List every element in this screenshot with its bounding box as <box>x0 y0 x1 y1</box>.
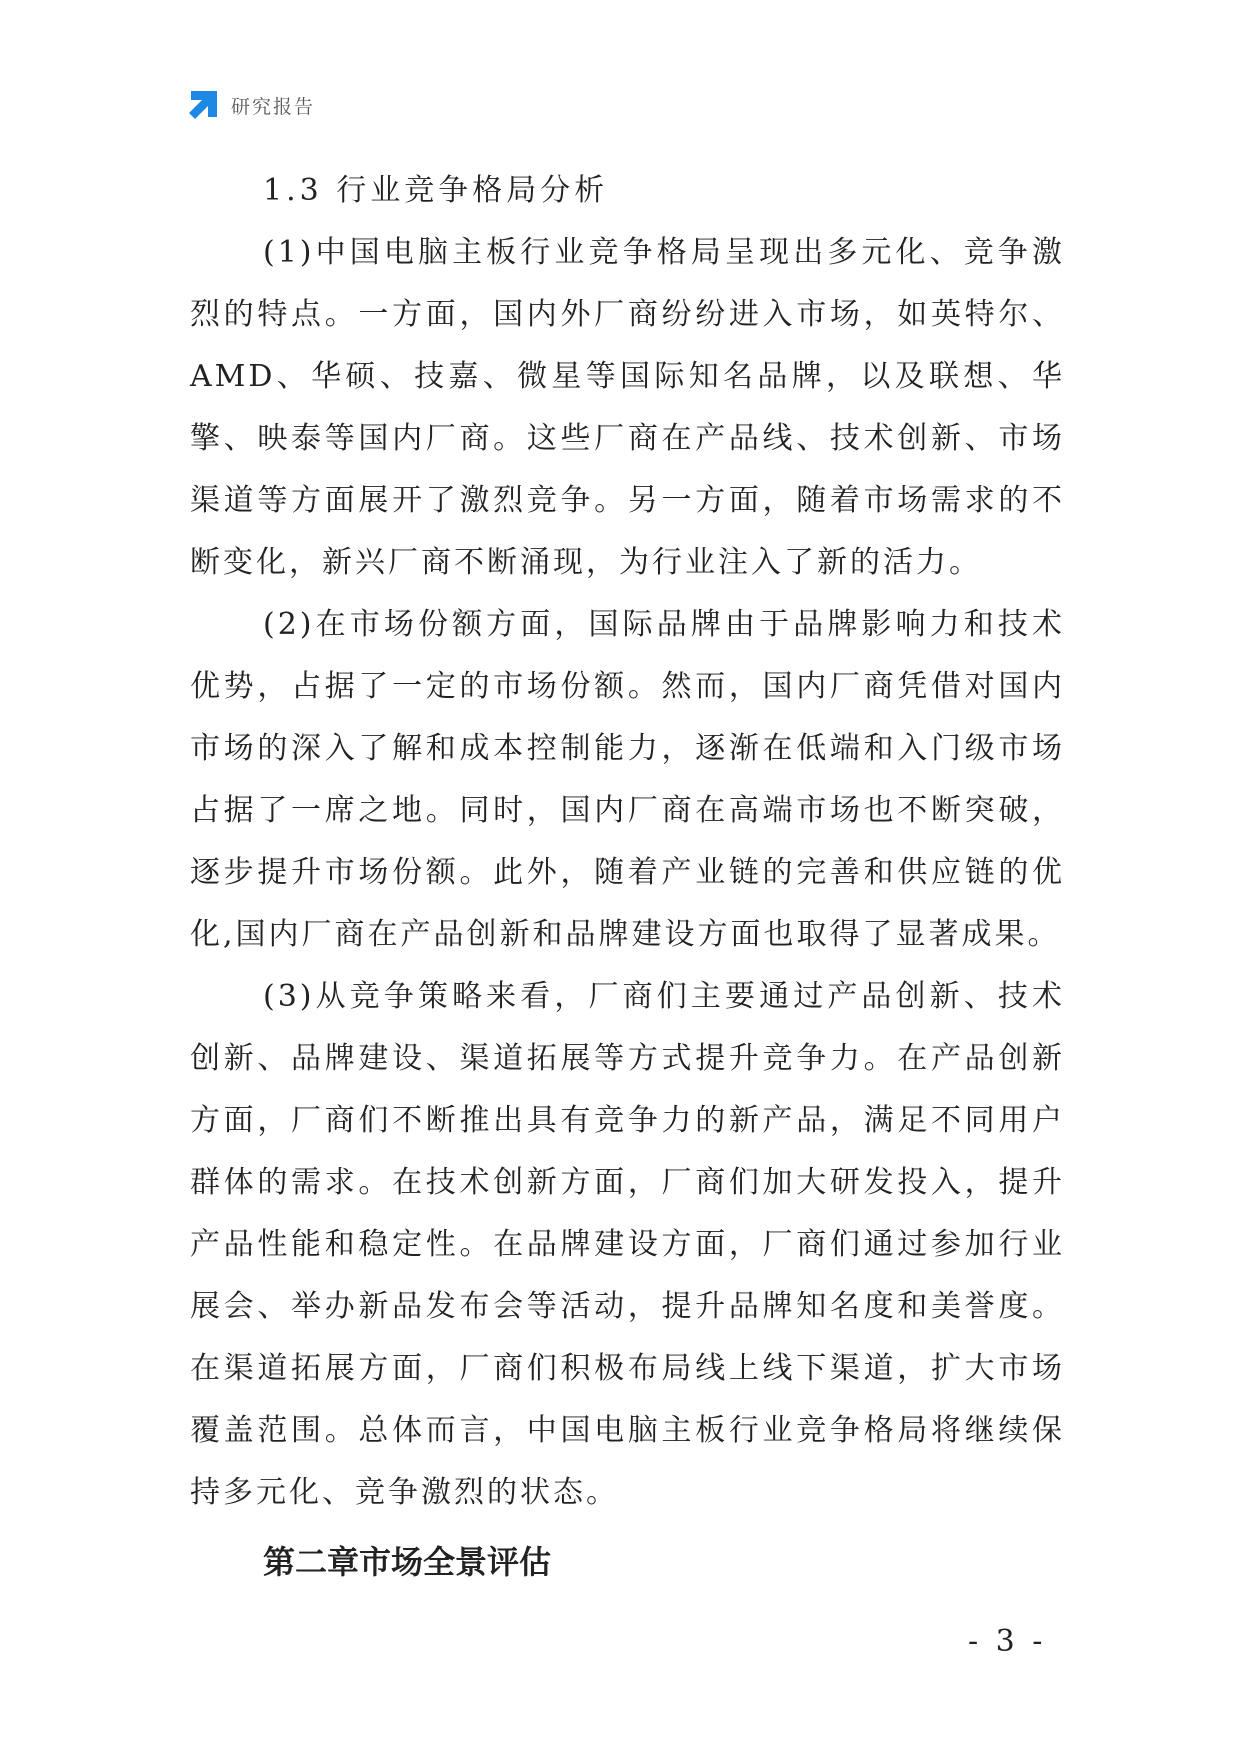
header-title: 研究报告 <box>231 95 316 118</box>
section-heading: 1.3 行业竞争格局分析 <box>263 173 609 208</box>
paragraph-2: (2)在市场份额方面，国际品牌由于品牌影响力和技术优势，占据了一定的市场份额。然而，国内厂商凭借对国内市场的深入了解和成本控制能力，逐渐在低端和入门级市场占据了一席之地。同时，国内厂商在高端市场也不断突破，逐步提升市场份额。此外，随着产业链的完善和供应链的优化,国内厂商在产品创新和品牌建设方面也取得了显著成果。 <box>190 607 1065 952</box>
chapter-heading: 第二章市场全景评估 <box>263 1543 552 1581</box>
document-body <box>190 160 1065 1592</box>
page-number: - 3 - <box>968 1624 1047 1659</box>
page-header <box>187 88 315 122</box>
paragraph-3: (3)从竞争策略来看，厂商们主要通过产品创新、技术创新、品牌建设、渠道拓展等方式提升竞争力。在产品创新方面，厂商们不断推出具有竞争力的新产品，满足不同用户群体的需求。在技术创新方面，厂商们加大研发投入，提升产品性能和稳定性。在品牌建设方面，厂商们通过参加行业展会、举办新品发布会等活动，提升品牌知名度和美誉度。在渠道拓展方面，厂商们积极布局线上线下渠道，扩大市场覆盖范围。总体而言，中国电脑主板行业竞争格局将继续保持多元化、竞争激烈的状态。 <box>190 979 1065 1510</box>
paragraph-1: (1)中国电脑主板行业竞争格局呈现出多元化、竞争激烈的特点。一方面，国内外厂商纷纷进入市场，如英特尔、AMD、华硕、技嘉、微星等国际知名品牌，以及联想、华擎、映泰等国内厂商。这些厂商在产品线、技术创新、市场渠道等方面展开了激烈竞争。另一方面，随着市场需求的不断变化，新兴厂商不断涌现，为行业注入了新的活力。 <box>190 235 1065 580</box>
logo-arrow-icon <box>187 89 219 121</box>
